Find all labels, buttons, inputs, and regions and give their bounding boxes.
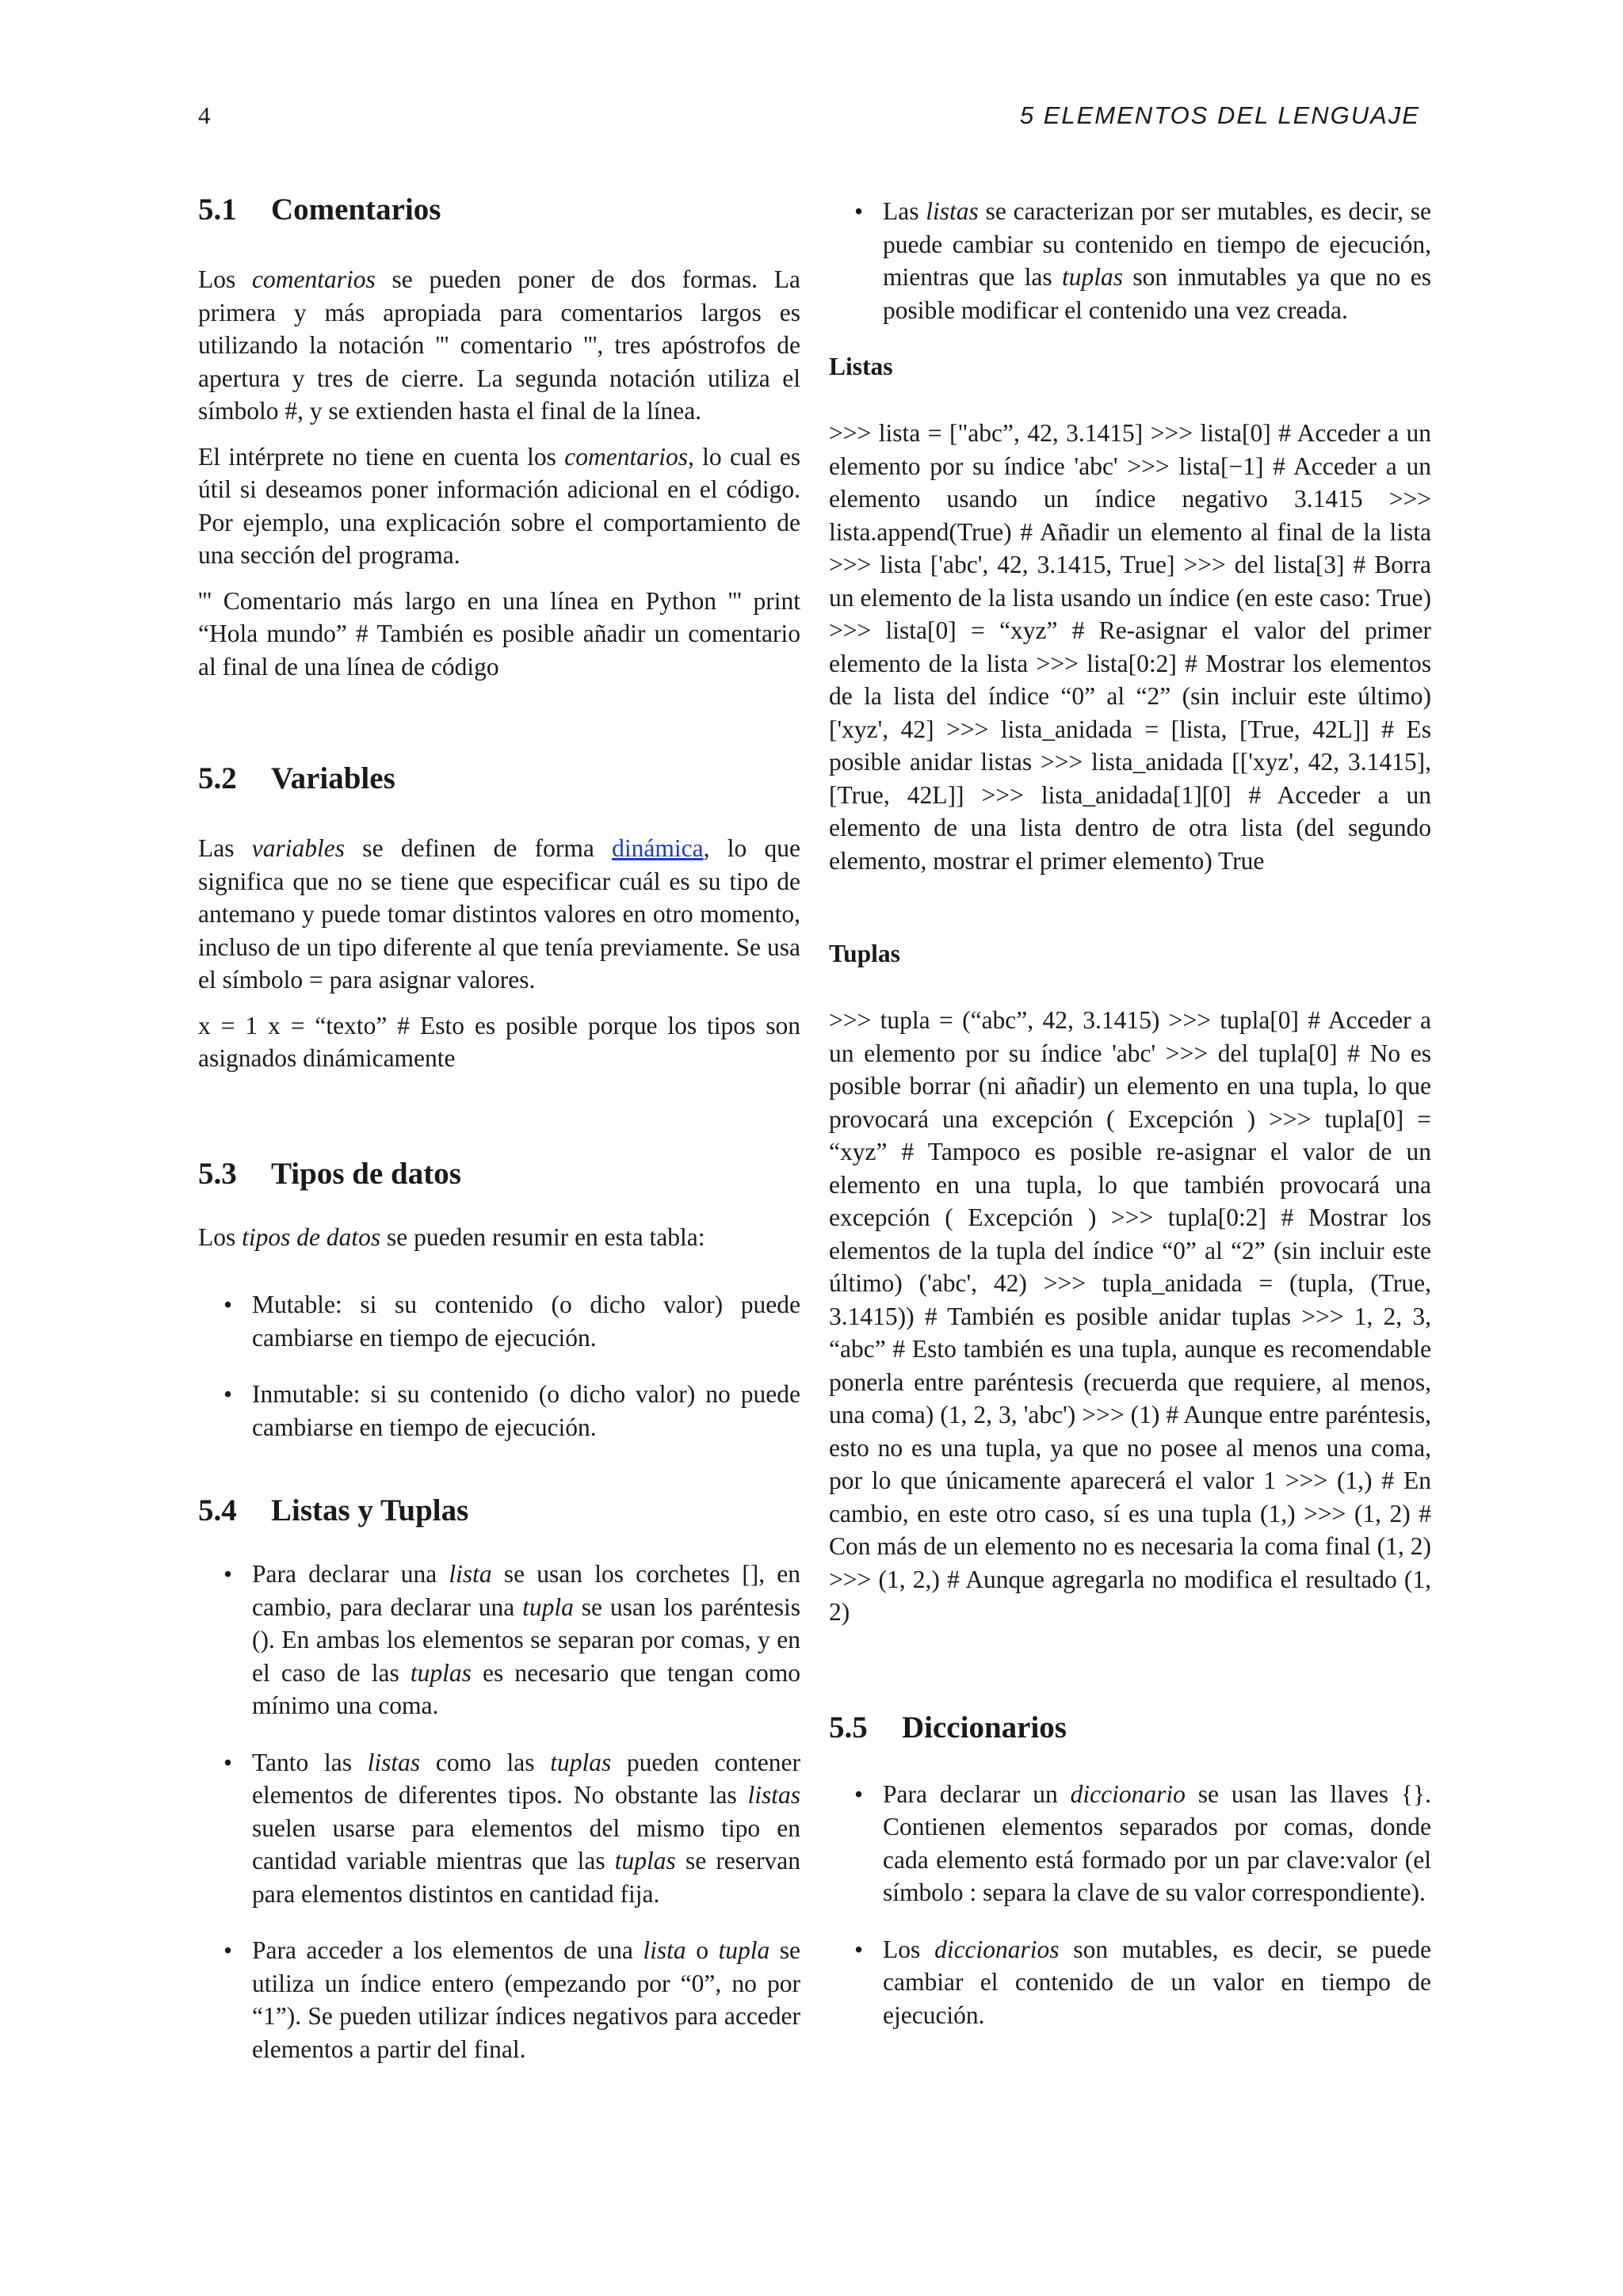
subheading-listas: Listas: [829, 353, 893, 380]
paragraph: El intérprete no tiene en cuenta los comentarios, lo cual es útil si deseamos poner información adicional en el código. Por ejemplo, una explicación sobre el comportamiento de una sección del programa.: [198, 442, 800, 569]
list-item: • Para declarar una lista se usan los corchetes [], en cambio, para declarar una tupla se usan los paréntesis (). En ambas los elementos se separan por comas, y en el caso de las tuplas es necesario que tengan como mínimo una coma.: [198, 1558, 800, 1722]
section-heading-comentarios: [198, 190, 800, 230]
section-title: Listas y Tuplas: [271, 1493, 469, 1527]
section-number: 5.2: [198, 761, 237, 795]
section-heading-diccionarios: [829, 1708, 1431, 1748]
section-heading-variables: [198, 759, 800, 799]
right-column: [829, 195, 1431, 2055]
code-example-tuplas: >>> tupla = (“abc”, 42, 3.1415) >>> tupla[0] # Acceder a un elemento por su índice 'abc' >>> del tupla[0] # No es posible borrar (ni añadir) un elemento en una tupla, lo que provocará una excepción ( Excepción ) >>> tupla[0] = “xyz” # Tampoco es posible re-asignar el valor de un elemento en una tupla, lo que también provocará una excepción ( Excepción ) >>> tupla[0:2] # Mostrar los elementos de la tupla del índice “0” al “2” (sin incluir este último) ('abc', 42) >>> tupla_anidada = (tupla, (True, 3.1415)) # También es posible anidar tuplas >>> 1, 2, 3, “abc” # Esto también es una tupla, aunque es recomendable ponerla entre paréntesis (recuerda que requiere, al menos, una coma) (1, 2, 3, 'abc') >>> (1) # Aunque entre paréntesis, esto no es una tupla, ya que no posee al menos una coma, por lo que únicamente aparecerá el valor 1 >>> (1,) # En cambio, en este otro caso, sí es una tupla (1,) >>> (1, 2) # Con más de un elemento no es necesaria la coma final (1, 2) >>> (1, 2,) # Aunque agregarla no modifica el resultado (1, 2): [829, 1006, 1431, 1626]
list-item: • Para declarar un diccionario se usan las llaves {}. Contienen elementos separados por comas, donde cada elemento está formado por un par clave:valor (el símbolo : separa la clave de su valor correspondiente).: [829, 1778, 1431, 1909]
running-title: 5 ELEMENTOS DEL LENGUAJE: [1019, 101, 1420, 129]
section-number: 5.3: [198, 1156, 237, 1191]
section-number: 5.5: [829, 1710, 868, 1745]
list-item: • Inmutable: si su contenido (o dicho valor) no puede cambiarse en tiempo de ejecución.: [198, 1378, 800, 1444]
bullet-list: [198, 1558, 800, 2065]
section-heading-listas-y-tuplas: [198, 1491, 800, 1531]
bullet-list: [198, 1288, 800, 1444]
section-number: 5.4: [198, 1493, 237, 1527]
list-item: • Para acceder a los elementos de una lista o tupla se utiliza un índice entero (empezando por “0”, no por “1”). Se pueden utilizar índices negativos para acceder elementos a partir del final.: [198, 1934, 800, 2065]
section-title: Diccionarios: [902, 1710, 1067, 1745]
section-number: 5.1: [198, 193, 237, 227]
left-column: [198, 190, 800, 2089]
code-example: x = 1 x = “texto” # Esto es posible porque los tipos son asignados dinámicamente: [198, 1011, 800, 1072]
dinamica-link[interactable]: dinámica: [612, 834, 704, 862]
subheading-tuplas: Tuplas: [829, 940, 900, 967]
bullet-list: [829, 195, 1431, 326]
list-item: • Las listas se caracterizan por ser mutables, es decir, se puede cambiar su contenido en tiempo de ejecución, mientras que las tuplas son inmutables ya que no es posible modificar el contenido una vez creada.: [829, 195, 1431, 326]
section-title: Tipos de datos: [271, 1156, 461, 1191]
bullet-list: [829, 1778, 1431, 2032]
list-item: • Tanto las listas como las tuplas pueden contener elementos de diferentes tipos. No obstante las listas suelen usarse para elementos del mismo tipo en cantidad variable mientras que las tuplas se reservan para elementos distintos en cantidad fija.: [198, 1746, 800, 1911]
page-number: 4: [198, 101, 211, 129]
code-example-listas: >>> lista = ["abc”, 42, 3.1415] >>> lista[0] # Acceder a un elemento por su índice 'abc' >>> lista[−1] # Acceder a un elemento usando un índice negativo 3.1415 >>> lista.append(True) # Añadir un elemento al final de la lista >>> lista ['abc', 42, 3.1415, True] >>> del lista[3] # Borra un elemento de la lista usando un índice (en este caso: True) >>> lista[0] = “xyz” # Re-asignar el valor del primer elemento de la lista >>> lista[0:2] # Mostrar los elementos de la lista del índice “0” al “2” (sin incluir este último) ['xyz', 42] >>> lista_anidada = [lista, [True, 42L]] # Es posible anidar listas >>> lista_anidada [['xyz', 42, 3.1415], [True, 42L]] >>> lista_anidada[1][0] # Acceder a un elemento de una lista dentro de otra lista (del segundo elemento, mostrar el primer elemento) True: [829, 419, 1431, 875]
paragraph: Las variables se definen de forma dinámica, lo que significa que no se tiene que especificar cuál es su tipo de antemano y puede tomar distintos valores en otro momento, incluso de un tipo diferente al que tenía previamente. Se usa el símbolo = para asignar valores.: [198, 834, 801, 994]
list-item: • Los diccionarios son mutables, es decir, se puede cambiar el contenido de un valor en tiempo de ejecución.: [829, 1933, 1431, 2032]
paragraph: Los comentarios se pueden poner de dos formas. La primera y más apropiada para comentarios largos es utilizando la notación ''' comentario ''', tres apóstrofos de apertura y tres de cierre. La segunda notación utiliza el símbolo #, y se extienden hasta el final de la línea.: [198, 265, 801, 425]
section-title: Variables: [271, 761, 395, 795]
section-heading-tipos-de-datos: [198, 1154, 800, 1194]
section-title: Comentarios: [271, 193, 441, 227]
code-example: ''' Comentario más largo en una línea en Python ''' print “Hola mundo” # También es posible añadir un comentario al final de una línea de código: [198, 586, 800, 681]
paragraph: Los tipos de datos se pueden resumir en esta tabla:: [198, 1222, 705, 1251]
list-item: • Mutable: si su contenido (o dicho valor) puede cambiarse en tiempo de ejecución.: [198, 1288, 800, 1354]
